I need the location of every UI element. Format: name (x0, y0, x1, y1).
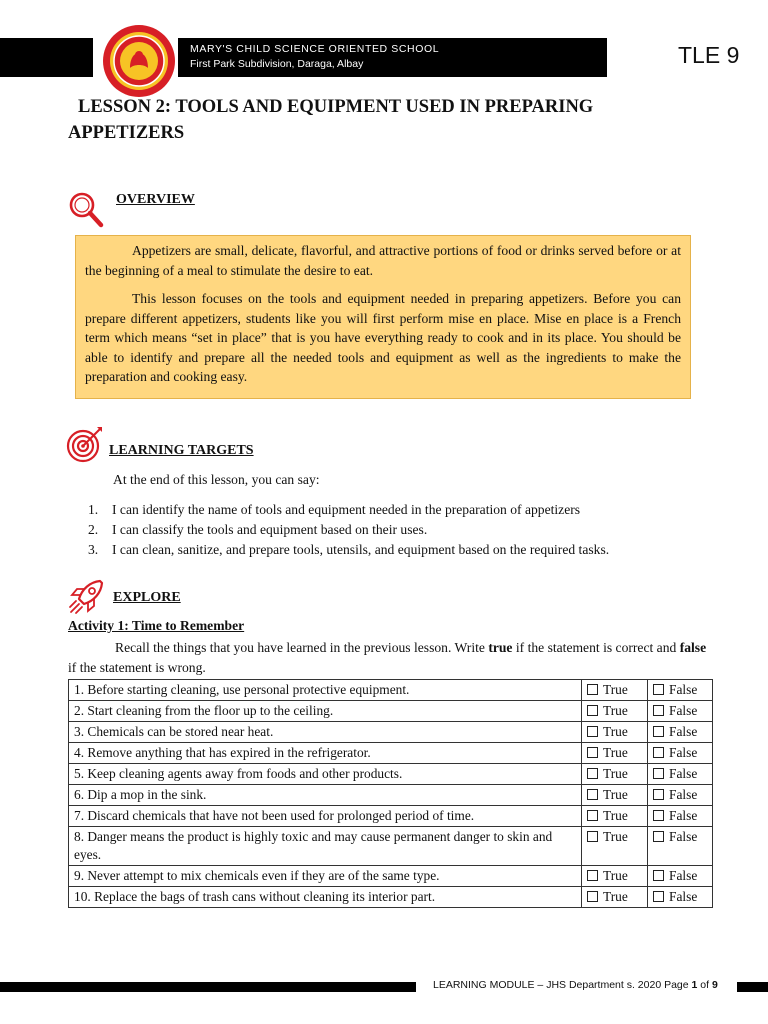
true-option-label: True (603, 703, 628, 718)
header-bar-left (0, 38, 93, 77)
lesson-title (68, 94, 728, 146)
activity-title: Activity 1: Time to Remember (68, 618, 245, 633)
true-option-label: True (603, 766, 628, 781)
statement-cell: 9. Never attempt to mix chemicals even if they are of the same type. (69, 866, 582, 887)
true-option-label: True (603, 808, 628, 823)
target-icon (66, 424, 106, 464)
table-row (69, 866, 713, 887)
false-checkbox[interactable] (653, 684, 664, 695)
lesson-title-line2: APPETIZERS (68, 123, 185, 143)
magnifier-icon (66, 190, 106, 230)
overview-heading: OVERVIEW (116, 192, 195, 207)
true-checkbox[interactable] (587, 810, 598, 821)
learning-targets-intro: At the end of this lesson, you can say: (113, 472, 320, 487)
false-option-cell[interactable] (648, 680, 713, 701)
false-option-cell[interactable] (648, 722, 713, 743)
header-bar (178, 38, 607, 77)
true-option-label: True (603, 745, 628, 760)
explore-heading: EXPLORE (113, 590, 181, 605)
false-option-cell[interactable] (648, 866, 713, 887)
false-checkbox[interactable] (653, 747, 664, 758)
true-option-cell[interactable] (582, 785, 648, 806)
table-row (69, 806, 713, 827)
subject-label: TLE 9 (678, 42, 740, 68)
true-checkbox[interactable] (587, 705, 598, 716)
false-option-cell[interactable] (648, 764, 713, 785)
rocket-icon (66, 577, 106, 617)
false-option-label: False (669, 829, 698, 844)
false-checkbox[interactable] (653, 891, 664, 902)
statement-cell: 3. Chemicals can be stored near heat. (69, 722, 582, 743)
true-option-cell[interactable] (582, 866, 648, 887)
true-option-label: True (603, 868, 628, 883)
list-item: 3. I can clean, sanitize, and prepare tools, utensils, and equipment based on the required tasks. (88, 542, 610, 557)
true-option-label: True (603, 682, 628, 697)
overview-paragraph-1: Appetizers are small, delicate, flavorful, and attractive portions of food or drinks served before or at the beginning of a meal to stimulate the desire to eat. (85, 243, 681, 278)
true-option-cell[interactable] (582, 722, 648, 743)
false-option-label: False (669, 724, 698, 739)
statement-cell: 4. Remove anything that has expired in the refrigerator. (69, 743, 582, 764)
true-option-cell[interactable] (582, 680, 648, 701)
activity-instruction: Recall the things that you have learned in the previous lesson. Write true if the statement is correct and false if the statement is wrong. (68, 640, 707, 675)
list-item: 1. I can identify the name of tools and equipment needed in the preparation of appetizers (88, 502, 581, 517)
footer-bar-left (0, 982, 416, 992)
false-option-cell[interactable] (648, 701, 713, 722)
false-option-cell[interactable] (648, 743, 713, 764)
true-option-cell[interactable] (582, 701, 648, 722)
false-option-label: False (669, 889, 698, 904)
table-row (69, 701, 713, 722)
table-row (69, 722, 713, 743)
statement-cell: 8. Danger means the product is highly toxic and may cause permanent danger to skin and eyes. (69, 827, 582, 866)
false-checkbox[interactable] (653, 789, 664, 800)
true-checkbox[interactable] (587, 789, 598, 800)
true-option-cell[interactable] (582, 743, 648, 764)
page-number: 1 (691, 979, 698, 991)
footer-bar-right (737, 982, 768, 992)
true-option-cell[interactable] (582, 887, 648, 908)
true-checkbox[interactable] (587, 768, 598, 779)
false-option-label: False (669, 766, 698, 781)
true-option-label: True (603, 829, 628, 844)
page-total: 9 (711, 979, 718, 991)
false-checkbox[interactable] (653, 831, 664, 842)
statement-cell: 6. Dip a mop in the sink. (69, 785, 582, 806)
overview-box (75, 235, 691, 399)
false-option-cell[interactable] (648, 887, 713, 908)
table-row (69, 827, 713, 866)
true-checkbox[interactable] (587, 747, 598, 758)
true-false-table (68, 679, 713, 908)
false-option-label: False (669, 808, 698, 823)
school-address: First Park Subdivision, Daraga, Albay (190, 58, 364, 70)
school-name: MARY'S CHILD SCIENCE ORIENTED SCHOOL (190, 43, 440, 55)
false-checkbox[interactable] (653, 726, 664, 737)
false-option-label: False (669, 703, 698, 718)
footer-text: LEARNING MODULE – JHS Department s. 2020 Page 1 of 9 (433, 979, 718, 991)
true-checkbox[interactable] (587, 831, 598, 842)
statement-cell: 2. Start cleaning from the floor up to the ceiling. (69, 701, 582, 722)
true-checkbox[interactable] (587, 891, 598, 902)
true-checkbox[interactable] (587, 870, 598, 881)
false-option-label: False (669, 868, 698, 883)
false-option-cell[interactable] (648, 785, 713, 806)
list-item: 2. I can classify the tools and equipment based on their uses. (88, 522, 428, 537)
table-row (69, 785, 713, 806)
false-checkbox[interactable] (653, 768, 664, 779)
true-option-label: True (603, 724, 628, 739)
lesson-title-line1: LESSON 2: TOOLS AND EQUIPMENT USED IN PREPARING (78, 97, 594, 117)
false-checkbox[interactable] (653, 810, 664, 821)
learning-targets-list (88, 500, 609, 560)
true-option-label: True (603, 889, 628, 904)
true-checkbox[interactable] (587, 726, 598, 737)
false-option-cell[interactable] (648, 827, 713, 866)
false-checkbox[interactable] (653, 705, 664, 716)
statement-cell: 1. Before starting cleaning, use personal protective equipment. (69, 680, 582, 701)
true-option-label: True (603, 787, 628, 802)
true-option-cell[interactable] (582, 827, 648, 866)
learning-targets-heading: LEARNING TARGETS (109, 443, 254, 458)
overview-paragraph-2: This lesson focuses on the tools and equipment needed in preparing appetizers. Before you can prepare different appetizers, students like you will first perform mise en place. Mise en place is a French term which means “set in place” that is you have everything ready to cook and in its place. You should be able to identify and prepare all the needed tools and equipment as well as the ingredients to make the preparation and cooking easy. (85, 291, 681, 384)
statement-cell: 7. Discard chemicals that have not been used for prolonged period of time. (69, 806, 582, 827)
true-option-cell[interactable] (582, 806, 648, 827)
statement-cell: 10. Replace the bags of trash cans without cleaning its interior part. (69, 887, 582, 908)
true-option-cell[interactable] (582, 764, 648, 785)
table-row (69, 764, 713, 785)
false-checkbox[interactable] (653, 870, 664, 881)
true-checkbox[interactable] (587, 684, 598, 695)
table-row (69, 887, 713, 908)
table-row (69, 680, 713, 701)
false-option-label: False (669, 682, 698, 697)
false-option-label: False (669, 745, 698, 760)
school-seal-icon (102, 24, 176, 98)
false-option-cell[interactable] (648, 806, 713, 827)
statement-cell: 5. Keep cleaning agents away from foods and other products. (69, 764, 582, 785)
table-row (69, 743, 713, 764)
false-option-label: False (669, 787, 698, 802)
